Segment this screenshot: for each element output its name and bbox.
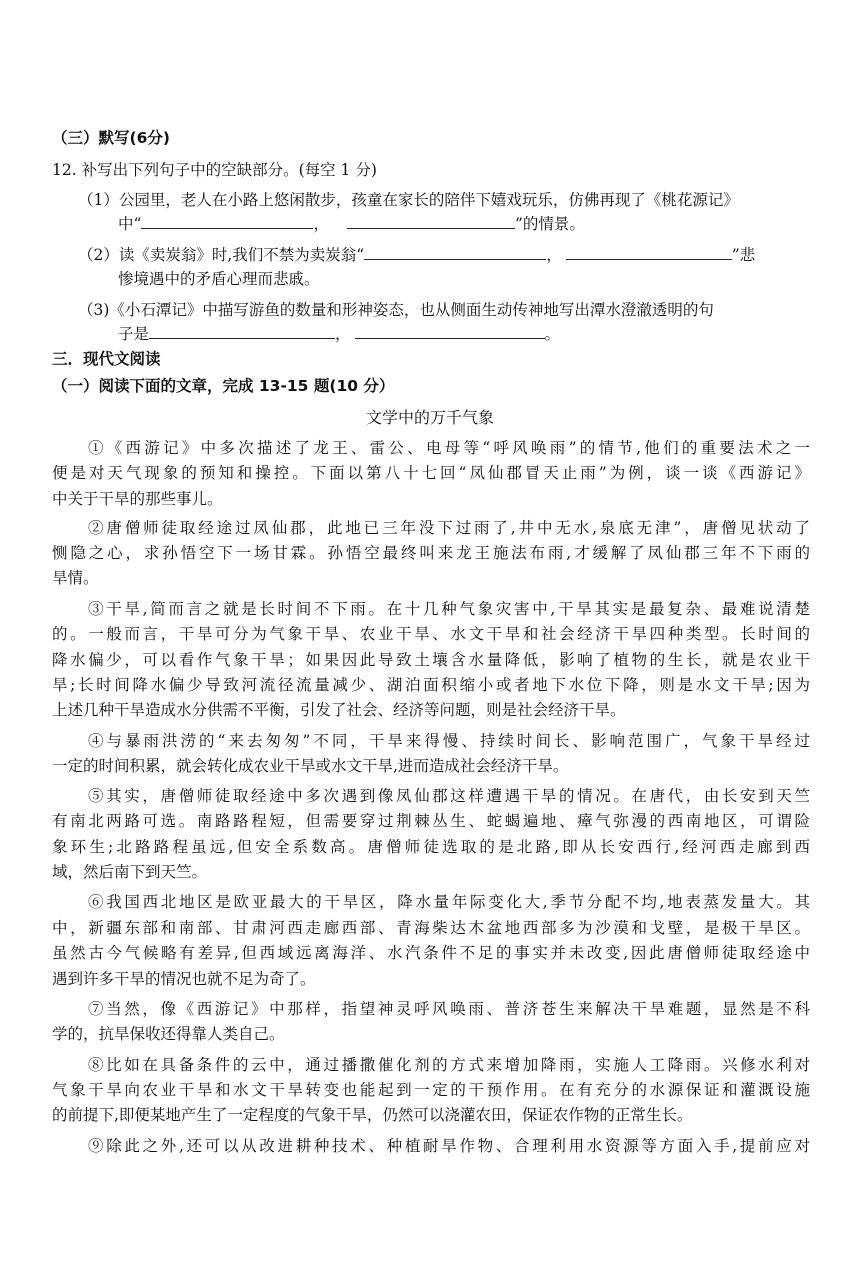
q12-item2-line2: 惨境遇中的矛盾心理而悲戚。 [118,270,320,288]
q12-item3-ending: 。 [544,325,561,343]
article-paragraph-2-line: 恻隐之心，求孙悟空下一场甘霖。孙悟空最终叫来龙王施法布雨,才缓解了凤仙郡三年不下雨的 [52,544,810,562]
q12-item1-line2 [118,213,585,235]
article-paragraph-2-line: ②唐僧师徒取经途过凤仙郡，此地已三年没下过雨了,井中无水,泉底无津”，唐僧见状动了 [88,519,810,537]
article-paragraph-6-line: ⑥我国西北地区是欧亚最大的干旱区，降水量年际变化大,季节分配不均,地表蒸发量大。其 [88,893,810,911]
q12-item3-separator: ， [335,325,351,343]
article-paragraph-9-line: ⑨除此之外,还可以从改进耕种技术、种植耐旱作物、合理利用水资源等方面入手,提前应对 [88,1137,810,1155]
answer-blank[interactable] [141,213,313,229]
q12-item1-prefix: 中“ [118,215,142,233]
answer-blank[interactable] [566,244,732,260]
answer-blank[interactable] [347,213,515,229]
article-paragraph-5-line: ⑤其实，唐僧师徒取经途中多次遇到像凤仙郡这样遭遇干旱的情况。在唐代，由长安到天竺 [88,787,810,805]
question-12-stem: 12. 补写出下列句子中的空缺部分。(每空 1 分) [52,161,377,179]
article-paragraph-6-line: 中，新疆东部和南部、甘肃河西走廊西部、青海柴达木盆地西部多为沙漠和戈壁，是极干旱区。 [52,919,810,937]
part-heading-modern-reading: 三．现代文阅读 [52,350,161,368]
q12-item2-ending: ”悲 [731,246,756,264]
article-paragraph-8-line: 气象干旱向农业干旱和水文干旱转变也能起到一定的干预作用。在有充分的水源保证和灌溉设施 [52,1081,810,1099]
section-heading-dictation: （三）默写(6分) [52,129,170,147]
article-paragraph-2-line: 旱情。 [52,569,99,587]
answer-blank[interactable] [364,244,546,260]
q12-item2-prefix: （2）读《卖炭翁》时,我们不禁为卖炭翁“ [78,246,365,264]
article-paragraph-3-line: 的。一般而言，干旱可分为气象干旱、农业干旱、水文干旱和社会经济干旱四种类型。长时间的 [52,625,810,643]
reading-section-1-heading: （一）阅读下面的文章，完成 13-15 题(10 分） [52,377,395,395]
article-paragraph-6-line: 虽然古今气候略有差异,但西域远离海洋、水汽条件不足的事实并未改变,因此唐僧师徒取经途中 [52,944,810,962]
q12-item2-line1 [78,244,755,266]
article-paragraph-4-line: 一定的时间积累，就会转化成农业干旱或水文干旱,进而造成社会经济干旱。 [52,757,569,775]
article-title: 文学中的万千气象 [365,408,494,427]
q12-item3-prefix: 子是 [118,325,150,343]
q12-item1-line1: （1）公园里，老人在小路上悠闲散步，孩童在家长的陪伴下嬉戏玩乐，仿佛再现了《桃花源记》 [78,191,739,209]
article-paragraph-8-line: 的前提下,即便某地产生了一定程度的气象干旱，仍然可以浇灌农田，保证农作物的正常生长。 [52,1106,693,1124]
article-paragraph-6-line: 遇到许多干旱的情况也就不足为奇了。 [52,970,316,988]
article-paragraph-5-line: 域，然后南下到天竺。 [52,863,208,881]
q12-item3-line2 [118,323,560,345]
answer-blank[interactable] [355,323,545,339]
article-paragraph-7-line: 学的，抗旱保收还得靠人类自己。 [52,1025,285,1043]
article-paragraph-3-line: 旱;长时间降水偏少导致河流径流量减少、湖泊面积缩小或者地下水位下降，则是水文干旱;因为 [52,676,810,694]
article-paragraph-3-line: 降水偏少，可以看作气象干旱；如果因此导致土壤含水量降低，影响了植物的生长，就是农业干 [52,651,810,669]
answer-blank[interactable] [149,323,335,339]
article-paragraph-8-line: ⑧比如在具备条件的云中，通过播撒催化剂的方式来增加降雨，实施人工降雨。兴修水利对 [88,1056,810,1074]
article-paragraph-1-line: 中关于干旱的那些事儿。 [52,490,223,508]
article-paragraph-7-line: ⑦当然，像《西游记》中那样，指望神灵呼风唤雨、普济苍生来解决干旱难题，显然是不科 [88,1000,810,1018]
q12-item2-separator: ， [546,246,562,264]
q12-item1-ending: ”的情景。 [514,215,585,233]
article-paragraph-1-line: 便是对天气现象的预知和操控。下面以第八十七回“凤仙郡冒天止雨”为例，谈一谈《西游记》 [52,464,810,482]
q12-item1-separator: ， [313,215,329,233]
article-paragraph-1-line: ①《西游记》中多次描述了龙王、雷公、电母等“呼风唤雨”的情节,他们的重要法术之一 [88,439,810,457]
article-paragraph-4-line: ④与暴雨洪涝的“来去匆匆”不同，干旱来得慢、持续时间长、影响范围广，气象干旱经过 [88,732,810,750]
article-paragraph-3-line: 上述几种干旱造成水分供需不平衡，引发了社会、经济等问题，则是社会经济干旱。 [52,701,626,719]
article-paragraph-5-line: 象环生;北路路程虽远,但安全系数高。唐僧师徒选取的是北路,即从长安西行,经河西走廊到西 [52,838,810,856]
q12-item3-line1: （3)《小石潭记》中描写游鱼的数量和形神姿态，也从侧面生动传神地写出潭水澄澈透明的句 [78,301,714,319]
article-paragraph-5-line: 有南北两路可选。南路路程短，但需要穿过荆棘丛生、蛇蝎遍地、瘴气弥漫的西南地区，可谓险 [52,812,810,830]
article-paragraph-3-line: ③干旱,简而言之就是长时间不下雨。在十几种气象灾害中,干旱其实是最复杂、最难说清楚 [88,600,810,618]
